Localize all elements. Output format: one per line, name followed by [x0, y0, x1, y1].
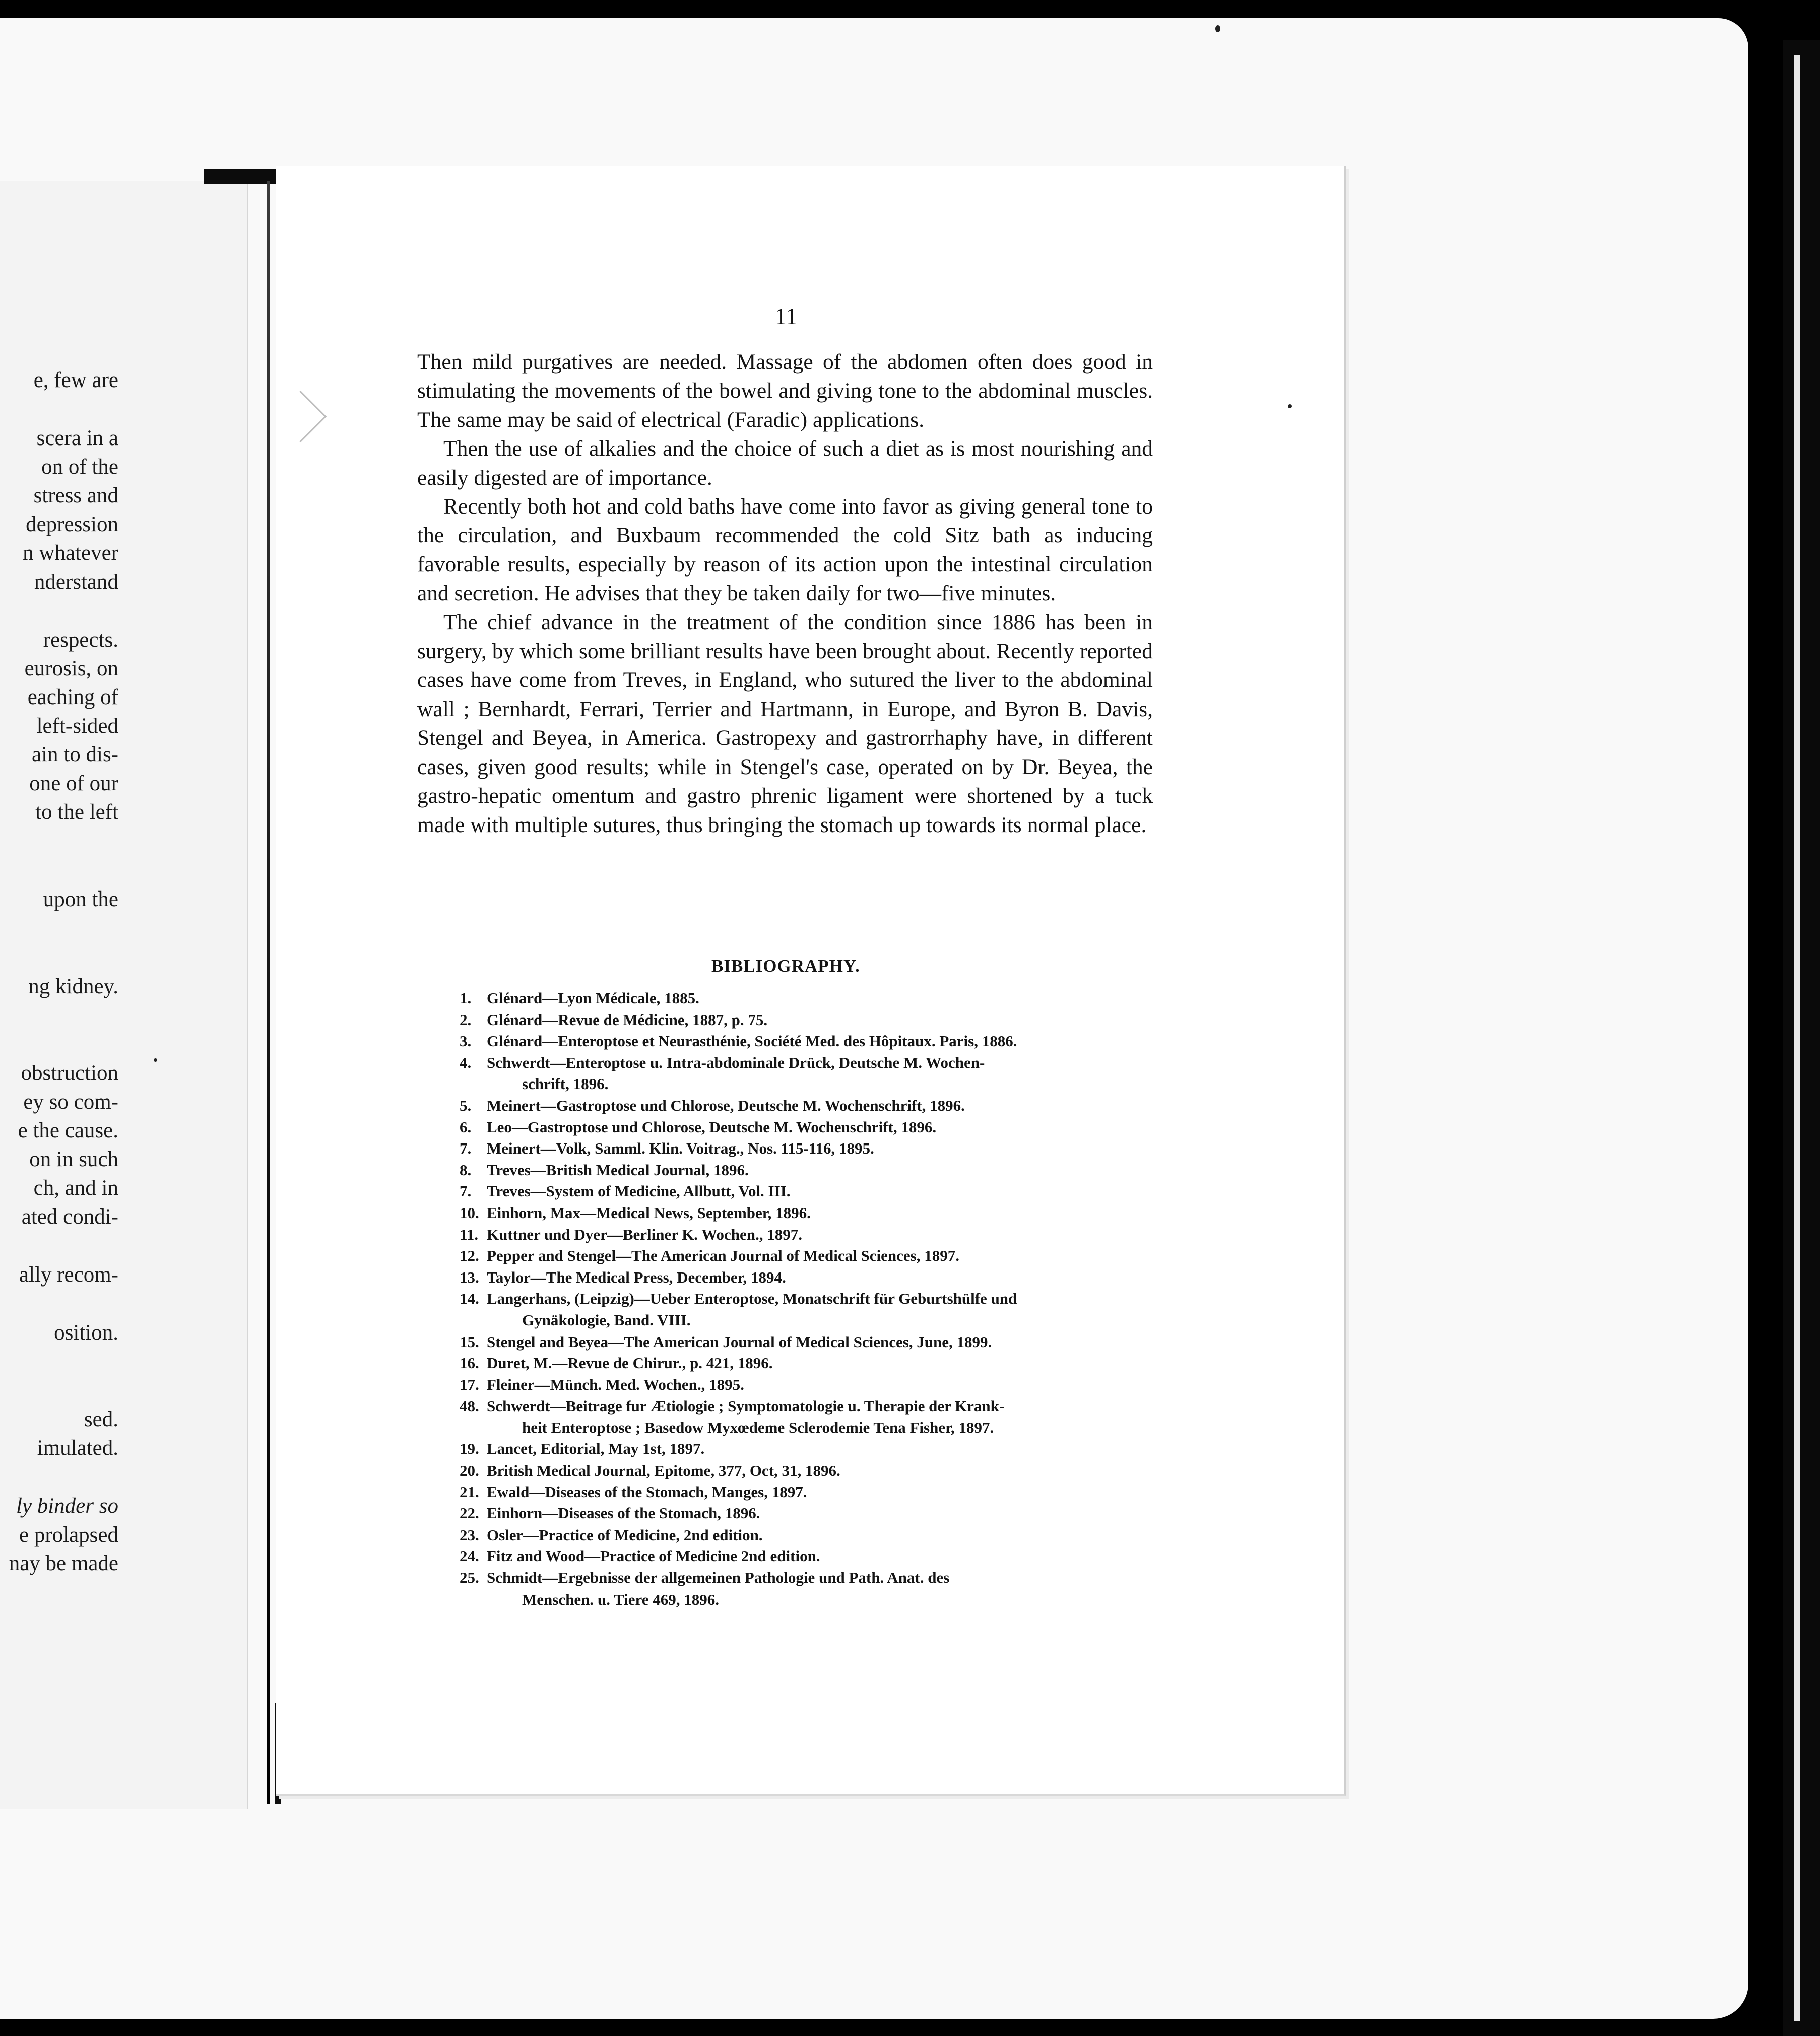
previous-page-line: upon the: [43, 887, 118, 911]
previous-page-line: ally recom-: [19, 1263, 118, 1287]
bibliography-text: Einhorn—Diseases of the Stomach, 1896.: [487, 1504, 760, 1522]
bibliography-list: [460, 988, 1175, 1610]
scan-speck: [1288, 404, 1292, 408]
previous-page-line: nderstand: [34, 570, 118, 594]
bibliography-item: [460, 1438, 1175, 1460]
bibliography-number: 6.: [460, 1118, 472, 1136]
bibliography-number: 25.: [460, 1569, 479, 1587]
previous-page-line: one of our: [29, 772, 118, 795]
bibliography-number: 14.: [460, 1290, 479, 1308]
bibliography-number: 5.: [460, 1096, 472, 1114]
previous-page-line: respects.: [43, 628, 118, 652]
previous-page-line: depression: [26, 513, 118, 536]
bibliography-item: [460, 1095, 1175, 1117]
bibliography-number: 8.: [460, 1161, 472, 1179]
bibliography-item: [460, 1288, 1175, 1331]
bibliography-text: Schmidt—Ergebnisse der allgemeinen Pathologie und Path. Anat. des: [487, 1569, 950, 1587]
previous-page-line: left-sided: [36, 714, 118, 738]
bibliography-item: [460, 1546, 1175, 1567]
bibliography-text: Leo—Gastroptose und Chlorose, Deutsche M. Wochenschrift, 1896.: [487, 1118, 937, 1136]
previous-page-line: ly binder so: [16, 1494, 118, 1518]
bibliography-text: Kuttner und Dyer—Berliner K. Wochen., 1897.: [487, 1225, 803, 1243]
paragraph: Then mild purgatives are needed. Massage of the abdomen often does good in stimulating the movements of the bowel and giving tone to the abdominal muscles. The same may be said of electrical (Faradic) applications.: [417, 350, 1153, 432]
bibliography-text: Langerhans, (Leipzig)—Ueber Enteroptose, Monatschrift für Geburtshülfe und: [487, 1290, 1017, 1308]
previous-page-line: ain to dis-: [32, 743, 118, 767]
bibliography-number: 15.: [460, 1332, 479, 1351]
page-number: 11: [774, 303, 798, 329]
bibliography-item: [460, 1395, 1175, 1438]
previous-page-line: stress and: [33, 484, 118, 507]
bibliography-item: [460, 1353, 1175, 1374]
previous-page-line: obstruction: [21, 1061, 118, 1085]
previous-page-line: ch, and in: [33, 1176, 118, 1200]
bibliography-item: [460, 1009, 1175, 1031]
bibliography-text: Fitz and Wood—Practice of Medicine 2nd edition.: [487, 1547, 820, 1565]
previous-page-line: scera in a: [36, 426, 118, 450]
bibliography-item: [460, 1052, 1175, 1095]
previous-page-line: e, few are: [33, 368, 118, 392]
bibliography-text: Duret, M.—Revue de Chirur., p. 421, 1896.: [487, 1354, 773, 1372]
bibliography-item: [460, 1160, 1175, 1181]
bibliography-number: 13.: [460, 1268, 479, 1286]
bibliography-text: British Medical Journal, Epitome, 377, Oct, 31, 1896.: [487, 1461, 840, 1480]
bibliography-text: Meinert—Volk, Samml. Klin. Voitrag., Nos. 115-116, 1895.: [487, 1139, 874, 1158]
bibliography-number: 2.: [460, 1010, 472, 1029]
previous-page-line: e the cause.: [18, 1119, 118, 1142]
bibliography-item: [460, 1202, 1175, 1224]
previous-page-line: ey so com-: [23, 1090, 118, 1114]
body-text: [417, 348, 1153, 840]
bibliography-text: Einhorn, Max—Medical News, September, 1896.: [487, 1203, 811, 1222]
scan-edge-highlight: [1794, 55, 1800, 2021]
bibliography-continuation: Menschen. u. Tiere 469, 1896.: [522, 1590, 719, 1608]
binding-gutter: [267, 181, 270, 1804]
bibliography-number: 4.: [460, 1053, 472, 1071]
bibliography-number: 24.: [460, 1547, 479, 1565]
bibliography-number: 23.: [460, 1525, 479, 1544]
bibliography-text: Glénard—Revue de Médicine, 1887, p. 75.: [487, 1010, 768, 1029]
bibliography-text: Lancet, Editorial, May 1st, 1897.: [487, 1440, 705, 1458]
bibliography-item: [460, 1138, 1175, 1160]
bibliography-text: Glénard—Enteroptose et Neurasthénie, Société Med. des Hôpitaux. Paris, 1886.: [487, 1032, 1017, 1050]
bibliography-number: 1.: [460, 989, 472, 1007]
bibliography-number: 7.: [460, 1139, 472, 1158]
previous-page-line: ated condi-: [21, 1205, 118, 1229]
bibliography-continuation: heit Enteroptose ; Basedow Myxœdeme Sclerodemie Tena Fisher, 1897.: [522, 1418, 994, 1436]
bibliography-item: [460, 1267, 1175, 1289]
bibliography-text: Ewald—Diseases of the Stomach, Manges, 1897.: [487, 1483, 807, 1501]
bibliography-item: [460, 1181, 1175, 1202]
scan-speck: [1215, 25, 1220, 32]
bibliography-number: 19.: [460, 1440, 479, 1458]
bibliography-text: Schwerdt—Enteroptose u. Intra-abdominale Drück, Deutsche M. Wochen-: [487, 1053, 985, 1071]
bibliography-number: 16.: [460, 1354, 479, 1372]
bibliography-text: Glénard—Lyon Médicale, 1885.: [487, 989, 699, 1007]
bibliography-item: [460, 1224, 1175, 1246]
bibliography-text: Fleiner—Münch. Med. Wochen., 1895.: [487, 1375, 744, 1393]
bibliography-continuation: Gynäkologie, Band. VIII.: [522, 1311, 691, 1329]
previous-page-line: imulated.: [37, 1436, 118, 1460]
scan-edge-right: [1783, 40, 1820, 2036]
bibliography-text: Taylor—The Medical Press, December, 1894.: [487, 1268, 786, 1286]
bibliography-text: Meinert—Gastroptose und Chlorose, Deutsche M. Wochenschrift, 1896.: [487, 1096, 965, 1114]
bibliography-number: 7.: [460, 1182, 472, 1200]
bibliography-item: [460, 1374, 1175, 1396]
scan-speck: [154, 1058, 157, 1062]
bibliography-number: 22.: [460, 1504, 479, 1522]
paragraph: Recently both hot and cold baths have come into favor as giving general tone to the circulation, and Buxbaum recommended the cold Sitz bath as inducing favorable results, especially by reason of its action upon the intestinal circulation and secretion. He advises that they be taken daily for two—five minutes.: [417, 494, 1153, 606]
bibliography-number: 48.: [460, 1397, 479, 1415]
previous-page-line: on of the: [41, 455, 118, 479]
bibliography-item: [460, 1117, 1175, 1138]
paragraph: The chief advance in the treatment of the condition since 1886 has been in surgery, by which some brilliant results have been brought about. Recently reported cases have come from Treves, in England, who sutured the liver to the abdominal wall ; Bernhardt, Ferrari, Terrier and Hartmann, in Europe, and Byron B. Davis, Stengel and Beyea, in America. Gastropexy and gastrorrhaphy have, in different cases, given good results; while in Stengel's case, operated on by Dr. Beyea, the gastro-hepatic omentum and gastro phrenic ligament were shortened by a tuck made with multiple sutures, thus bringing the stomach up towards its normal place.: [417, 610, 1153, 837]
previous-page-line: osition.: [54, 1321, 118, 1345]
previous-page-line: on in such: [29, 1148, 118, 1171]
bibliography-item: [460, 1460, 1175, 1482]
bibliography-item: [460, 988, 1175, 1009]
previous-page-line: nay be made: [9, 1552, 118, 1575]
bibliography-text: Treves—British Medical Journal, 1896.: [487, 1161, 749, 1179]
bibliography-text: Schwerdt—Beitrage fur Ætiologie ; Symptomatologie u. Therapie der Krank-: [487, 1397, 1005, 1415]
previous-page-line: eurosis, on: [24, 657, 118, 680]
bibliography-number: 3.: [460, 1032, 472, 1050]
previous-page-line: sed.: [84, 1408, 118, 1431]
bibliography-number: 11.: [460, 1225, 479, 1243]
bibliography-item: [460, 1331, 1175, 1353]
bibliography-number: 21.: [460, 1483, 479, 1501]
bibliography-text: Pepper and Stengel—The American Journal of Medical Sciences, 1897.: [487, 1247, 959, 1265]
bibliography-item: [460, 1524, 1175, 1546]
bibliography-number: 10.: [460, 1203, 479, 1222]
bibliography-number: 12.: [460, 1247, 479, 1265]
previous-page-line: e prolapsed: [19, 1523, 118, 1547]
bibliography-text: Treves—System of Medicine, Allbutt, Vol. III.: [487, 1182, 791, 1200]
bibliography-continuation: schrift, 1896.: [522, 1075, 609, 1093]
bibliography-heading: BIBLIOGRAPHY.: [711, 956, 860, 976]
bibliography-item: [460, 1482, 1175, 1503]
previous-page-line: n whatever: [23, 541, 118, 565]
bibliography-text: Stengel and Beyea—The American Journal of Medical Sciences, June, 1899.: [487, 1332, 992, 1351]
bibliography-item: [460, 1567, 1175, 1610]
bibliography-number: 20.: [460, 1461, 479, 1480]
bibliography-number: 17.: [460, 1375, 479, 1393]
previous-page-line: to the left: [35, 800, 118, 824]
previous-page-line: ng kidney.: [28, 975, 118, 998]
previous-page-fragment: [0, 181, 248, 1809]
paragraph: Then the use of alkalies and the choice of such a diet as is most nourishing and easily digested are of importance.: [417, 436, 1153, 490]
bibliography-item: [460, 1245, 1175, 1267]
bibliography-item: [460, 1503, 1175, 1524]
bibliography-item: [460, 1031, 1175, 1052]
bibliography-text: Osler—Practice of Medicine, 2nd edition.: [487, 1525, 763, 1544]
previous-page-line: eaching of: [27, 685, 118, 709]
